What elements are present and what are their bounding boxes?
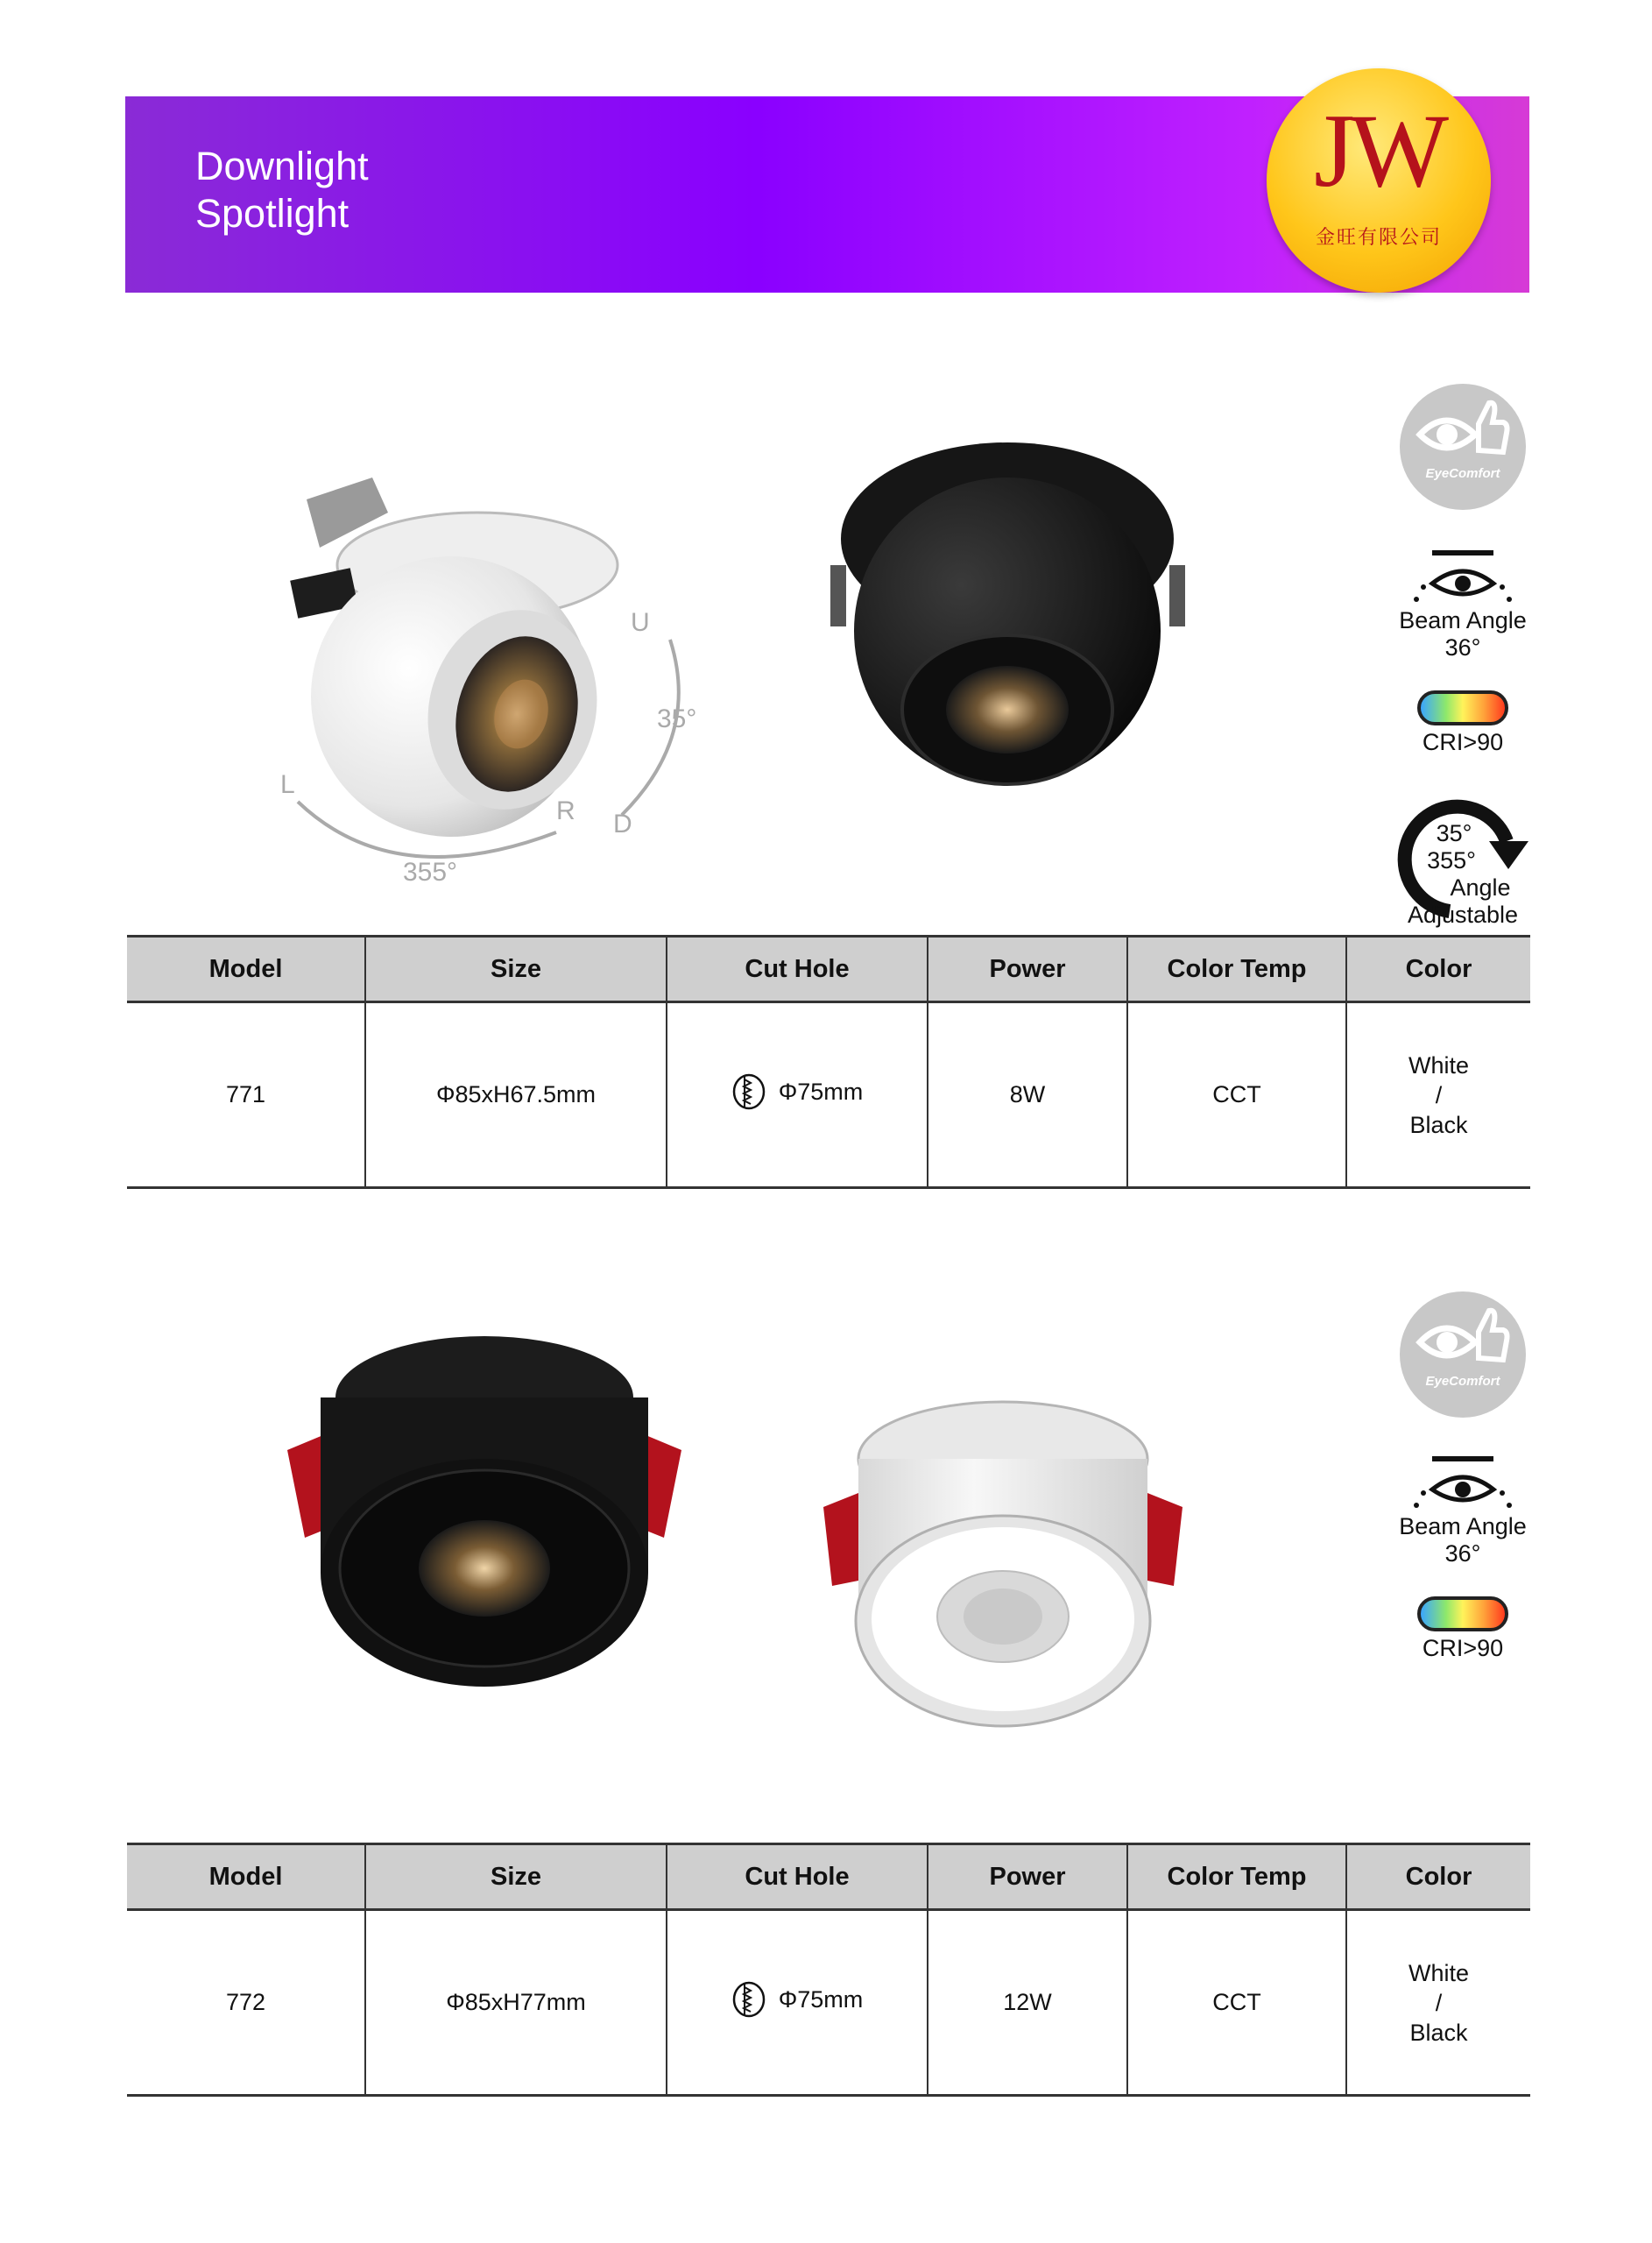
diagram-u: U	[631, 608, 650, 637]
adjust-tilt-value: 35°	[1436, 820, 1472, 846]
cut-hole-icon	[731, 1980, 766, 2019]
header-color: Color	[1346, 1844, 1530, 1910]
adjust-rotate-value: 355°	[1427, 847, 1476, 874]
cell-size: Φ85xH77mm	[365, 1910, 667, 2096]
eyecomfort-label: EyeComfort	[1425, 1374, 1500, 1389]
cut-hole-value: Φ75mm	[778, 1985, 864, 2013]
color-line1: White	[1408, 1959, 1470, 1986]
header-power: Power	[928, 937, 1127, 1002]
beam-angle-label: Beam Angle	[1399, 1513, 1527, 1539]
color-line1: White	[1408, 1051, 1470, 1079]
diagram-l: L	[280, 770, 295, 799]
cell-power: 8W	[928, 1002, 1127, 1188]
color-line2: Black	[1409, 1111, 1468, 1138]
header-title-line2: Spotlight	[195, 191, 349, 236]
jw-logo	[1267, 68, 1491, 293]
header-power: Power	[928, 1844, 1127, 1910]
beam-angle-feature-1	[1366, 550, 1559, 662]
beam-angle-feature-2	[1366, 1456, 1559, 1567]
eyecomfort-icon	[1400, 384, 1526, 510]
header-title-line1: Downlight	[195, 144, 369, 188]
header-color-temp: Color Temp	[1127, 1844, 1346, 1910]
table-header-row	[127, 937, 1530, 1002]
beam-angle-icon	[1406, 1456, 1520, 1509]
cri-icon	[1417, 1596, 1508, 1631]
cri-feature-1	[1366, 690, 1559, 756]
eyecomfort-label: EyeComfort	[1425, 466, 1500, 481]
cri-label: CRI>90	[1422, 1635, 1504, 1661]
header-model: Model	[127, 1844, 365, 1910]
table-row	[127, 1910, 1530, 2096]
header-cut-hole: Cut Hole	[667, 1844, 928, 1910]
cut-hole-icon	[731, 1072, 766, 1111]
cell-model: 772	[127, 1910, 365, 2096]
spec-table-771	[127, 935, 1530, 1189]
header-cut-hole: Cut Hole	[667, 937, 928, 1002]
cell-power: 12W	[928, 1910, 1127, 2096]
table-row	[127, 1002, 1530, 1188]
header-model: Model	[127, 937, 365, 1002]
color-sep: /	[1435, 1081, 1443, 1108]
header-size: Size	[365, 937, 667, 1002]
cell-cut-hole	[667, 1910, 928, 2096]
header-color: Color	[1346, 937, 1530, 1002]
product-771-black-image	[823, 434, 1191, 810]
cell-cut-hole	[667, 1002, 928, 1188]
cell-color	[1346, 1910, 1530, 2096]
cell-color	[1346, 1002, 1530, 1188]
header-size: Size	[365, 1844, 667, 1910]
beam-angle-label: Beam Angle	[1399, 607, 1527, 633]
color-line2: Black	[1409, 2019, 1468, 2046]
rotation-diagram	[272, 605, 697, 894]
cri-label: CRI>90	[1422, 729, 1504, 755]
color-sep: /	[1435, 1989, 1443, 2016]
product-772-white-image	[815, 1376, 1191, 1744]
adjust-label-line1: Angle	[1450, 874, 1511, 901]
product-772-black-image	[279, 1319, 690, 1704]
eyecomfort-badge-2	[1366, 1291, 1559, 1418]
eyecomfort-icon	[1400, 1291, 1526, 1418]
header-color-temp: Color Temp	[1127, 937, 1346, 1002]
cell-size: Φ85xH67.5mm	[365, 1002, 667, 1188]
spec-table-772	[127, 1843, 1530, 2097]
cell-color-temp: CCT	[1127, 1002, 1346, 1188]
beam-angle-value: 36°	[1444, 634, 1481, 661]
cell-color-temp: CCT	[1127, 1910, 1346, 2096]
cut-hole-value: Φ75mm	[778, 1078, 864, 1105]
cri-feature-2	[1366, 1596, 1559, 1662]
diagram-r: R	[556, 796, 575, 825]
table-header-row	[127, 1844, 1530, 1910]
diagram-tilt: 35°	[657, 704, 697, 733]
beam-angle-icon	[1406, 550, 1520, 603]
angle-adjustable-feature	[1366, 789, 1559, 929]
beam-angle-value: 36°	[1444, 1540, 1481, 1567]
diagram-d: D	[613, 810, 632, 838]
adjust-label-line2: Adjustable	[1407, 902, 1519, 928]
logo-mark: JW	[1314, 92, 1444, 209]
diagram-rotate: 355°	[403, 858, 458, 887]
cri-icon	[1417, 690, 1508, 725]
cell-model: 771	[127, 1002, 365, 1188]
eyecomfort-badge-1	[1366, 384, 1559, 510]
logo-subtitle: 金旺有限公司	[1315, 226, 1442, 248]
